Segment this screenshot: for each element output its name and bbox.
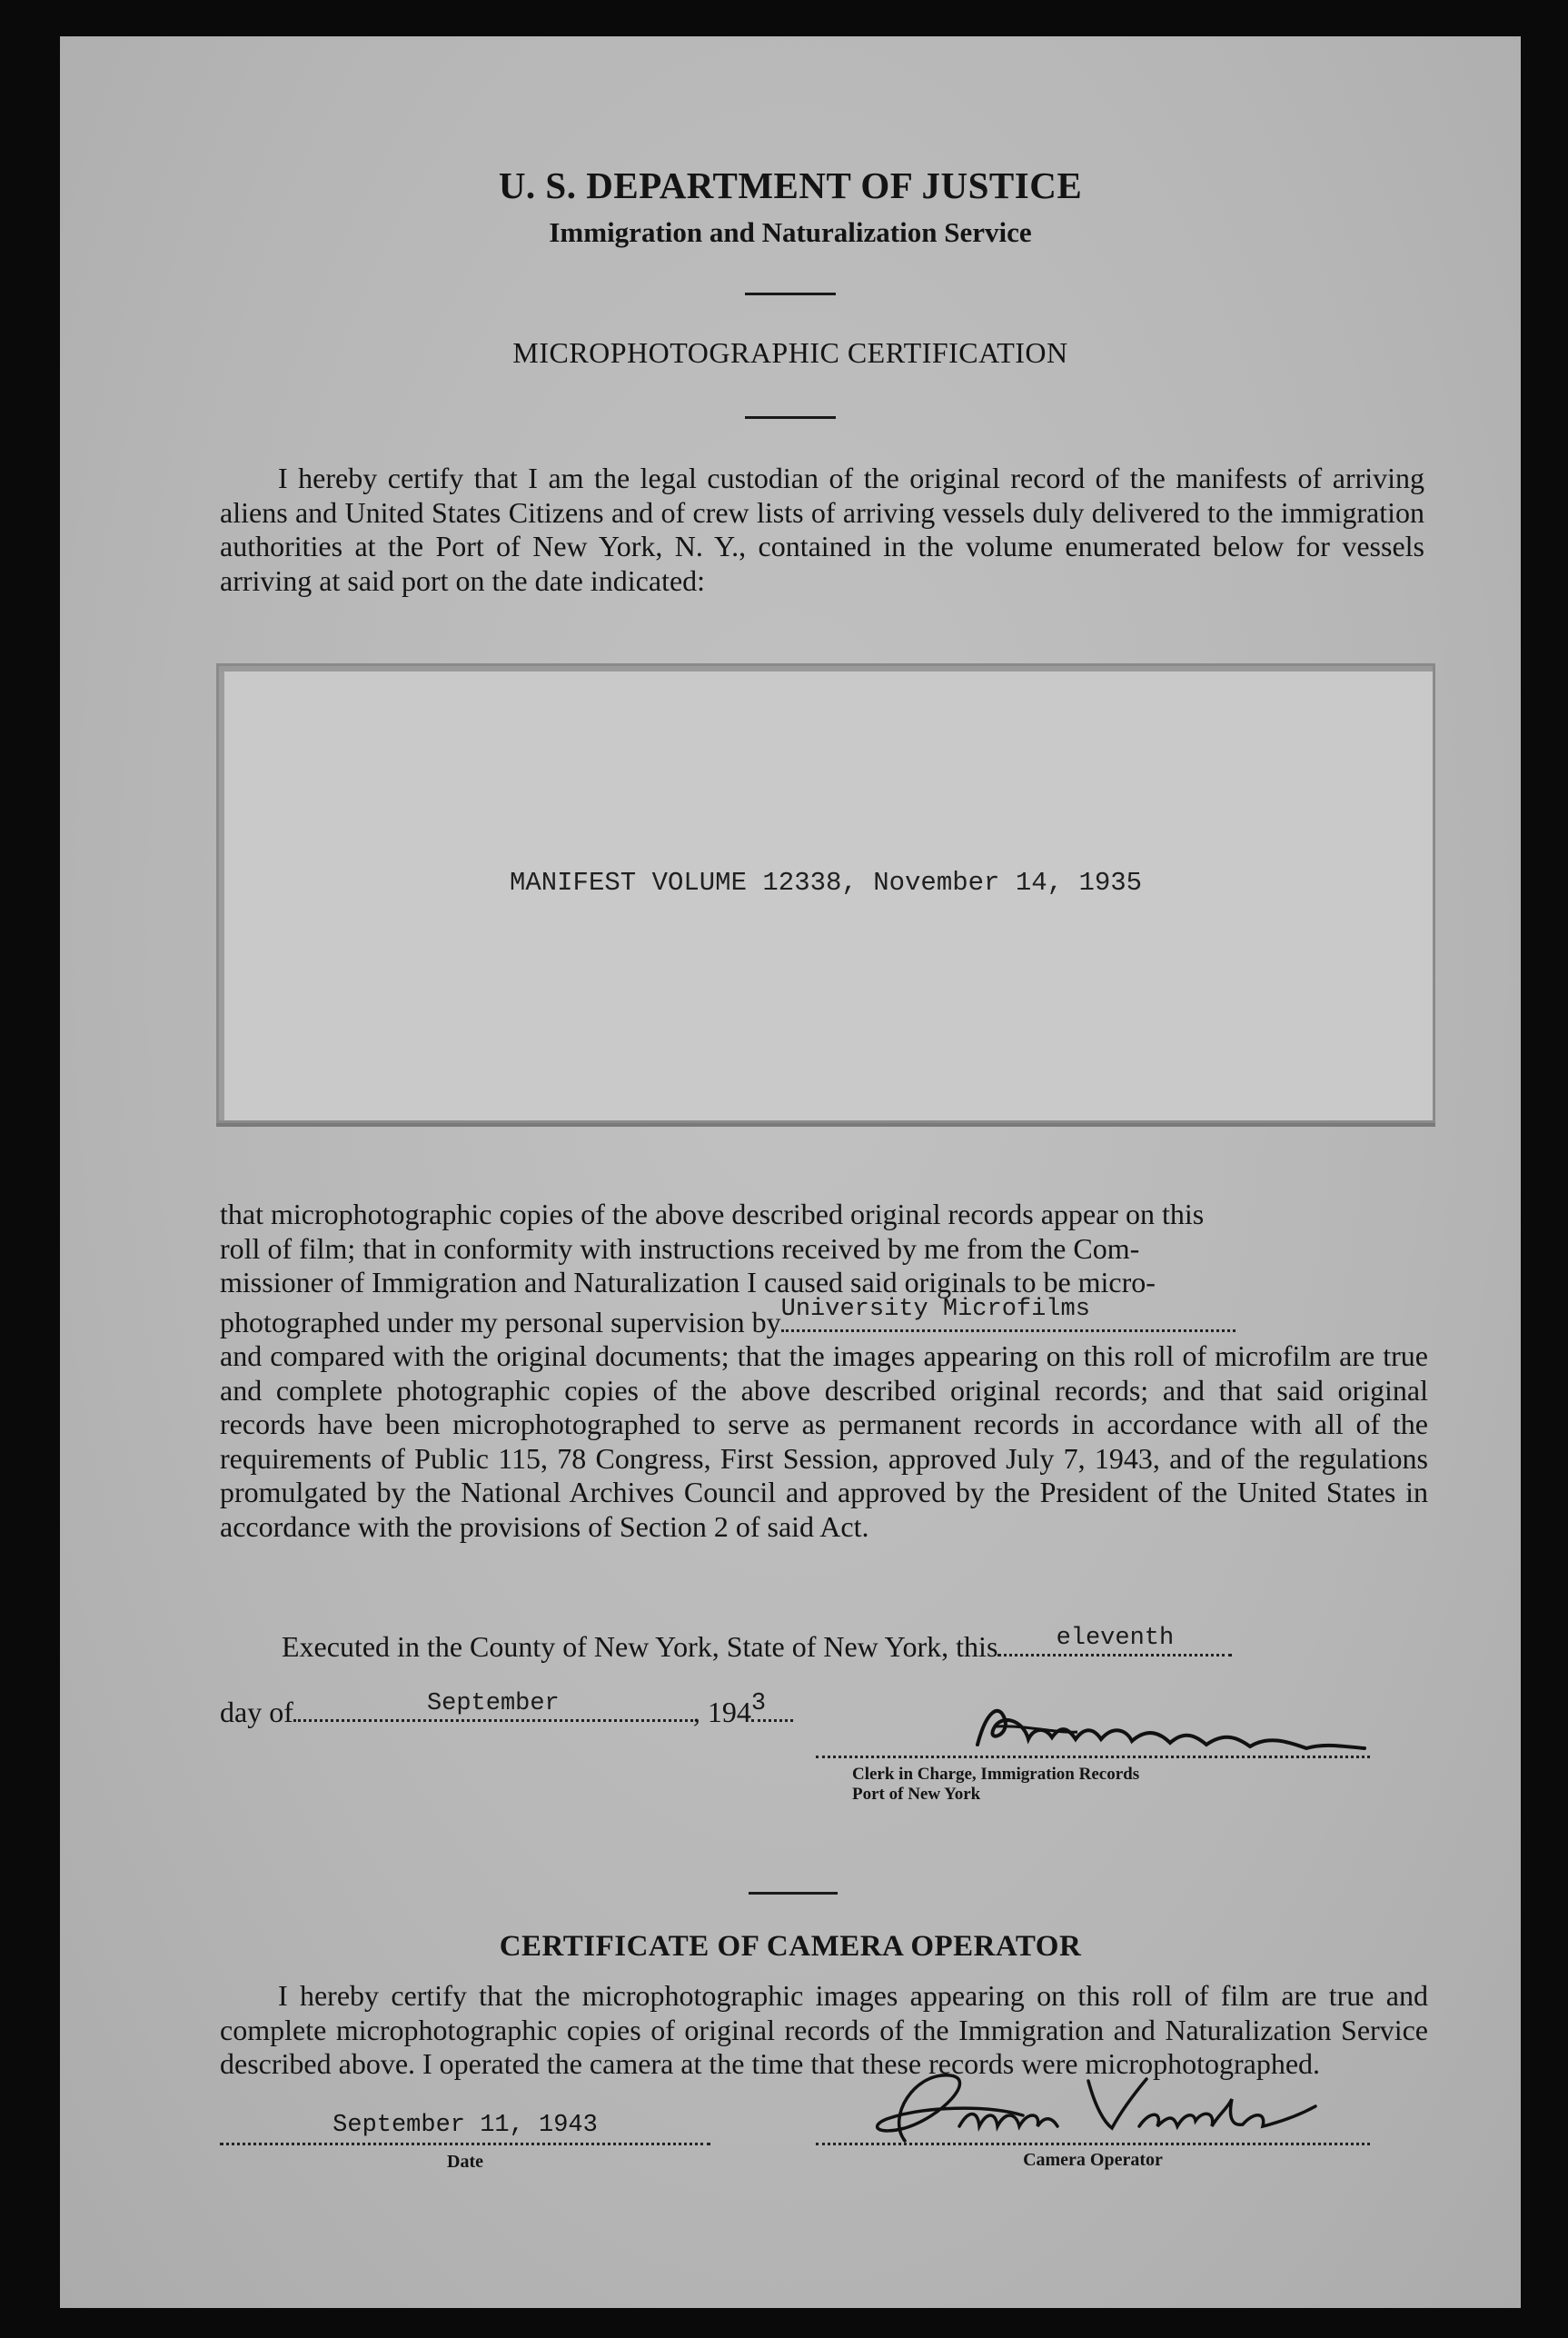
service-subheading: Immigration and Naturalization Service [549,216,1032,248]
body-line: that microphotographic copies of the above described original records appear on this [220,1198,1205,1230]
year-field [750,1690,793,1722]
certification-intro: I hereby certify that I am the legal custodian of the original record of the manifests of arriving aliens and United States Citizens and of crew lists of arriving vessels duly delivered to the immigration authorities at the Port of New York, N. Y., contained in the volume enumerated below for vessels arriving at said port on the date indicated: [220,462,1424,597]
pasted-volume-slip [216,663,1435,1123]
body-line: roll of film; that in conformity with instructions received by me from the Com- [220,1231,1140,1265]
clerk-signature-line [816,1756,1370,1758]
day-value: eleventh [1056,1625,1175,1652]
manifest-volume-text: MANIFEST VOLUME 12338, November 14, 1935 [509,868,1143,898]
camera-date-value: September 11, 1943 [332,2112,598,2139]
operator-signature [850,2063,1341,2154]
microfilmer-line [220,1296,1428,1340]
executed-text: Executed in the County of New York, State of New York, this [282,1630,998,1663]
year-digit: 3 [750,1690,767,1717]
document-title: MICROPHOTOGRAPHIC CERTIFICATION [512,336,1068,369]
date-line [220,1690,793,1729]
day-of-label: day of [220,1696,293,1728]
body-line: photographed under my personal supervision by [220,1305,781,1338]
clerk-signature [968,1692,1386,1765]
body-line: missioner of Immigration and Naturalization I caused said originals to be micro- [220,1266,1156,1298]
date-label: Date [447,2152,483,2172]
camera-certificate-text: I hereby certify that the microphotographic images appearing on this roll of film are true and complete microphotographic copies of original records of the Immigration and Naturalization Service described above. I operated the camera at the time that these records were microphotographed. [220,1979,1428,2080]
clerk-port-line: Port of New York [852,1785,981,1804]
microfilmer-field [780,1296,1236,1332]
executed-line [282,1625,1232,1664]
microfilmer-value: University Microfilms [780,1296,1090,1323]
month-field [293,1690,693,1722]
divider [745,293,836,295]
divider [745,416,836,419]
operator-signature-line [816,2143,1370,2145]
month-value: September [426,1690,560,1717]
clerk-title-line: Clerk in Charge, Immigration Records [852,1765,1140,1784]
camera-certificate-heading: CERTIFICATE OF CAMERA OPERATOR [499,1930,1082,1963]
day-field [997,1625,1232,1656]
certification-body [220,1198,1428,1544]
divider [749,1892,838,1895]
certification-page [60,36,1521,2308]
operator-label: Camera Operator [1023,2150,1163,2170]
body-text: and compared with the original documents; that the images appearing on this roll of microfilm are true and complete photographic copies of the above described original records; and that said original records have been microphotographed to serve as permanent records in accordance with all of the requirements of Public 115, 78 Congress, First Session, approved July 7, 1943, and of the regulations promulgated by the National Archives Council and approved by the President of the United States in accordance with the provisions of Section 2 of said Act. [220,1339,1428,1543]
clerk-title [852,1765,1139,1805]
department-heading: U. S. DEPARTMENT OF JUSTICE [498,164,1083,206]
camera-date-line [220,2143,710,2145]
year-prefix: , 194 [692,1696,751,1728]
